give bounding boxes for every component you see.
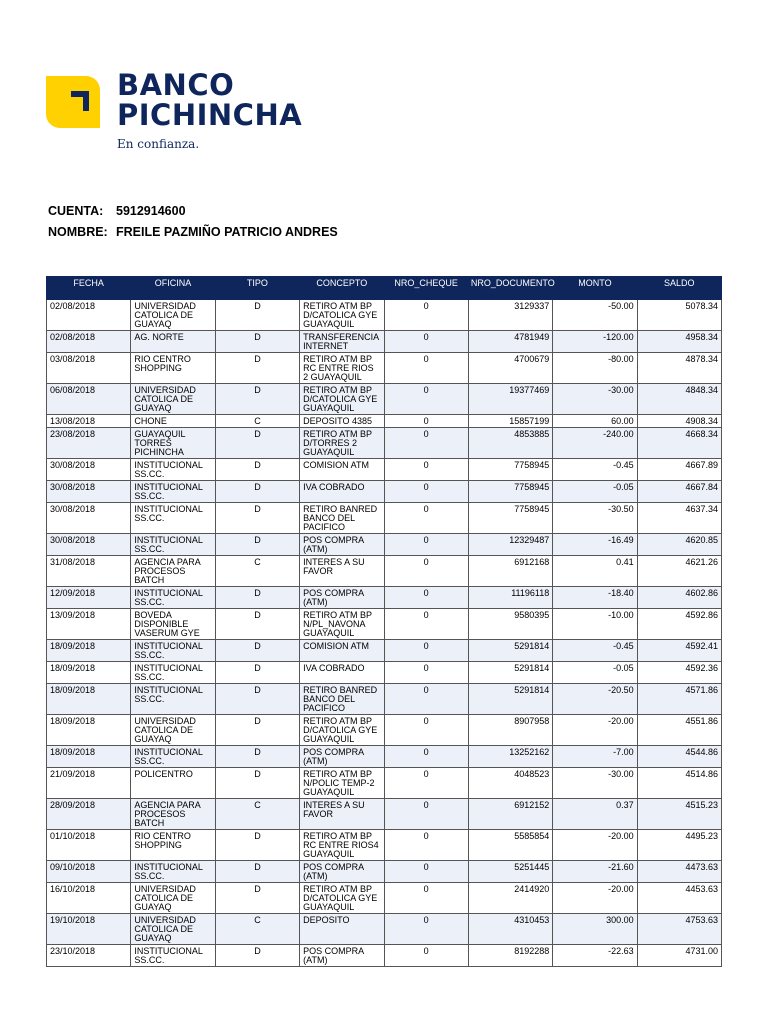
cell-concepto: RETIRO ATM BP D/CATOLICA GYE GUAYAQUIL bbox=[300, 883, 384, 914]
cell-nro-documento: 6912168 bbox=[468, 556, 552, 587]
cell-nro-documento: 5251445 bbox=[468, 861, 552, 883]
cell-nro-cheque: 0 bbox=[384, 640, 468, 662]
header-oficina: OFICINA bbox=[131, 277, 215, 300]
cell-oficina: BOVEDA DISPONIBLE VASERUM GYE bbox=[131, 609, 215, 640]
logo-arrow-stem-icon bbox=[83, 91, 89, 111]
cell-oficina: UNIVERSIDAD CATOLICA DE GUAYAQ bbox=[131, 300, 215, 331]
cell-saldo: 4667.89 bbox=[637, 459, 721, 481]
table-row bbox=[47, 384, 722, 415]
cell-tipo: D bbox=[215, 353, 299, 384]
cell-tipo: D bbox=[215, 300, 299, 331]
cell-saldo: 4515.23 bbox=[637, 799, 721, 830]
cell-nro-cheque: 0 bbox=[384, 662, 468, 684]
cell-tipo: D bbox=[215, 503, 299, 534]
cell-monto: -22.63 bbox=[553, 945, 637, 967]
cell-nro-documento: 4310453 bbox=[468, 914, 552, 945]
cell-nro-cheque: 0 bbox=[384, 300, 468, 331]
cell-oficina: AGENCIA PARA PROCESOS BATCH bbox=[131, 556, 215, 587]
cell-oficina: CHONE bbox=[131, 415, 215, 428]
cell-nro-cheque: 0 bbox=[384, 715, 468, 746]
table-row bbox=[47, 415, 722, 428]
cell-oficina: INSTITUCIONAL SS.CC. bbox=[131, 503, 215, 534]
cell-concepto: POS COMPRA (ATM) bbox=[300, 534, 384, 556]
cell-monto: -20.00 bbox=[553, 715, 637, 746]
cell-monto: -21.60 bbox=[553, 861, 637, 883]
cell-nro-documento: 8192288 bbox=[468, 945, 552, 967]
cell-oficina: INSTITUCIONAL SS.CC. bbox=[131, 640, 215, 662]
cell-saldo: 4473.63 bbox=[637, 861, 721, 883]
cell-tipo: D bbox=[215, 481, 299, 503]
cell-saldo: 4958.34 bbox=[637, 331, 721, 353]
cell-nro-documento: 3129337 bbox=[468, 300, 552, 331]
table-row bbox=[47, 768, 722, 799]
bank-logo bbox=[46, 70, 346, 160]
cell-concepto: IVA COBRADO bbox=[300, 481, 384, 503]
cell-nro-documento: 5291814 bbox=[468, 640, 552, 662]
cell-fecha: 18/09/2018 bbox=[47, 640, 131, 662]
cell-nro-cheque: 0 bbox=[384, 384, 468, 415]
cell-tipo: D bbox=[215, 609, 299, 640]
cell-nro-cheque: 0 bbox=[384, 556, 468, 587]
cell-nro-documento: 8907958 bbox=[468, 715, 552, 746]
cell-saldo: 4848.34 bbox=[637, 384, 721, 415]
cell-monto: -0.05 bbox=[553, 481, 637, 503]
table-row bbox=[47, 830, 722, 861]
cell-concepto: TRANSFERENCIA INTERNET bbox=[300, 331, 384, 353]
cell-tipo: D bbox=[215, 715, 299, 746]
table-row bbox=[47, 353, 722, 384]
cell-saldo: 4453.63 bbox=[637, 883, 721, 914]
cell-saldo: 4592.86 bbox=[637, 609, 721, 640]
cell-saldo: 4544.86 bbox=[637, 746, 721, 768]
cell-fecha: 30/08/2018 bbox=[47, 534, 131, 556]
cell-saldo: 4667.84 bbox=[637, 481, 721, 503]
cell-monto: -7.00 bbox=[553, 746, 637, 768]
table-row bbox=[47, 587, 722, 609]
cell-oficina: INSTITUCIONAL SS.CC. bbox=[131, 534, 215, 556]
cell-fecha: 23/10/2018 bbox=[47, 945, 131, 967]
cell-nro-documento: 11196118 bbox=[468, 587, 552, 609]
table-row bbox=[47, 883, 722, 914]
table-row bbox=[47, 715, 722, 746]
cell-oficina: INSTITUCIONAL SS.CC. bbox=[131, 587, 215, 609]
cell-saldo: 4753.63 bbox=[637, 914, 721, 945]
cell-saldo: 4571.86 bbox=[637, 684, 721, 715]
header-nro-cheque: NRO_CHEQUE bbox=[384, 277, 468, 300]
cell-fecha: 31/08/2018 bbox=[47, 556, 131, 587]
account-holder-label: NOMBRE: bbox=[48, 225, 108, 239]
cell-nro-documento: 12329487 bbox=[468, 534, 552, 556]
cell-oficina: INSTITUCIONAL SS.CC. bbox=[131, 459, 215, 481]
cell-fecha: 13/08/2018 bbox=[47, 415, 131, 428]
cell-fecha: 09/10/2018 bbox=[47, 861, 131, 883]
cell-monto: 0.41 bbox=[553, 556, 637, 587]
cell-nro-documento: 13252162 bbox=[468, 746, 552, 768]
cell-concepto: DEPOSITO bbox=[300, 914, 384, 945]
table-row bbox=[47, 534, 722, 556]
table-row bbox=[47, 640, 722, 662]
cell-nro-cheque: 0 bbox=[384, 830, 468, 861]
cell-tipo: C bbox=[215, 556, 299, 587]
table-row bbox=[47, 914, 722, 945]
cell-nro-documento: 7758945 bbox=[468, 481, 552, 503]
cell-fecha: 16/10/2018 bbox=[47, 883, 131, 914]
cell-fecha: 19/10/2018 bbox=[47, 914, 131, 945]
table-row bbox=[47, 556, 722, 587]
cell-fecha: 18/09/2018 bbox=[47, 746, 131, 768]
cell-fecha: 18/09/2018 bbox=[47, 684, 131, 715]
cell-monto: -50.00 bbox=[553, 300, 637, 331]
table-row bbox=[47, 861, 722, 883]
cell-saldo: 4602.86 bbox=[637, 587, 721, 609]
cell-monto: 60.00 bbox=[553, 415, 637, 428]
cell-monto: -0.45 bbox=[553, 459, 637, 481]
cell-monto: -16.49 bbox=[553, 534, 637, 556]
cell-fecha: 28/09/2018 bbox=[47, 799, 131, 830]
cell-nro-cheque: 0 bbox=[384, 609, 468, 640]
cell-tipo: D bbox=[215, 768, 299, 799]
cell-concepto: RETIRO ATM BP N/PL_NAVONA GUAYAQUIL bbox=[300, 609, 384, 640]
cell-nro-cheque: 0 bbox=[384, 481, 468, 503]
table-row bbox=[47, 300, 722, 331]
bank-tagline: En confianza. bbox=[117, 137, 200, 151]
cell-nro-cheque: 0 bbox=[384, 914, 468, 945]
header-fecha: FECHA bbox=[47, 277, 131, 300]
table-row bbox=[47, 331, 722, 353]
cell-nro-documento: 5585854 bbox=[468, 830, 552, 861]
cell-monto: -20.00 bbox=[553, 830, 637, 861]
cell-saldo: 4668.34 bbox=[637, 428, 721, 459]
cell-saldo: 4620.85 bbox=[637, 534, 721, 556]
bank-name-line1: BANCO bbox=[117, 68, 235, 102]
cell-nro-cheque: 0 bbox=[384, 768, 468, 799]
cell-oficina: RIO CENTRO SHOPPING bbox=[131, 353, 215, 384]
cell-tipo: D bbox=[215, 428, 299, 459]
cell-nro-cheque: 0 bbox=[384, 503, 468, 534]
cell-concepto: RETIRO ATM BP D/TORRES 2 GUAYAQUIL bbox=[300, 428, 384, 459]
cell-nro-documento: 6912152 bbox=[468, 799, 552, 830]
bank-name-line2: PICHINCHA bbox=[117, 98, 303, 132]
cell-oficina: POLICENTRO bbox=[131, 768, 215, 799]
cell-nro-cheque: 0 bbox=[384, 945, 468, 967]
logo-mark-icon bbox=[46, 76, 100, 128]
cell-oficina: GUAYAQUIL TORRES PICHINCHA bbox=[131, 428, 215, 459]
table-row bbox=[47, 428, 722, 459]
cell-concepto: RETIRO ATM BP N/POLIC TEMP-2 GUAYAQUIL bbox=[300, 768, 384, 799]
cell-concepto: RETIRO ATM BP RC ENTRE RIOS 2 GUAYAQUIL bbox=[300, 353, 384, 384]
cell-fecha: 18/09/2018 bbox=[47, 715, 131, 746]
bank-name bbox=[117, 70, 302, 130]
cell-nro-cheque: 0 bbox=[384, 883, 468, 914]
account-holder-row bbox=[48, 222, 338, 243]
cell-nro-cheque: 0 bbox=[384, 746, 468, 768]
cell-tipo: D bbox=[215, 662, 299, 684]
cell-tipo: C bbox=[215, 415, 299, 428]
cell-saldo: 4592.41 bbox=[637, 640, 721, 662]
cell-oficina: UNIVERSIDAD CATOLICA DE GUAYAQ bbox=[131, 914, 215, 945]
cell-nro-cheque: 0 bbox=[384, 428, 468, 459]
cell-oficina: AGENCIA PARA PROCESOS BATCH bbox=[131, 799, 215, 830]
cell-oficina: INSTITUCIONAL SS.CC. bbox=[131, 746, 215, 768]
transactions-body bbox=[47, 300, 722, 967]
cell-monto: -20.00 bbox=[553, 883, 637, 914]
cell-concepto: RETIRO ATM BP D/CATOLICA GYE GUAYAQUIL bbox=[300, 384, 384, 415]
cell-oficina: INSTITUCIONAL SS.CC. bbox=[131, 662, 215, 684]
cell-saldo: 4878.34 bbox=[637, 353, 721, 384]
cell-concepto: INTERES A SU FAVOR bbox=[300, 556, 384, 587]
cell-fecha: 21/09/2018 bbox=[47, 768, 131, 799]
cell-nro-documento: 19377469 bbox=[468, 384, 552, 415]
cell-monto: -30.50 bbox=[553, 503, 637, 534]
cell-fecha: 18/09/2018 bbox=[47, 662, 131, 684]
cell-fecha: 30/08/2018 bbox=[47, 459, 131, 481]
cell-saldo: 4637.34 bbox=[637, 503, 721, 534]
cell-saldo: 4551.86 bbox=[637, 715, 721, 746]
cell-saldo: 4592.36 bbox=[637, 662, 721, 684]
header-nro-documento: NRO_DOCUMENTO bbox=[468, 277, 552, 300]
cell-monto: -0.45 bbox=[553, 640, 637, 662]
cell-tipo: D bbox=[215, 861, 299, 883]
cell-saldo: 5078.34 bbox=[637, 300, 721, 331]
cell-fecha: 12/09/2018 bbox=[47, 587, 131, 609]
cell-concepto: POS COMPRA (ATM) bbox=[300, 861, 384, 883]
cell-concepto: DEPOSITO 4385 bbox=[300, 415, 384, 428]
table-header-row bbox=[47, 277, 722, 300]
cell-concepto: RETIRO ATM BP RC ENTRE RIOS4 GUAYAQUIL bbox=[300, 830, 384, 861]
cell-nro-cheque: 0 bbox=[384, 861, 468, 883]
cell-monto: -0.05 bbox=[553, 662, 637, 684]
header-saldo: SALDO bbox=[637, 277, 721, 300]
cell-nro-documento: 4781949 bbox=[468, 331, 552, 353]
cell-monto: 0.37 bbox=[553, 799, 637, 830]
table-row bbox=[47, 945, 722, 967]
cell-nro-documento: 15857199 bbox=[468, 415, 552, 428]
cell-monto: -18.40 bbox=[553, 587, 637, 609]
transactions-table bbox=[46, 276, 722, 967]
cell-tipo: C bbox=[215, 914, 299, 945]
cell-tipo: D bbox=[215, 587, 299, 609]
table-row bbox=[47, 609, 722, 640]
table-row bbox=[47, 459, 722, 481]
cell-concepto: RETIRO ATM BP D/CATOLICA GYE GUAYAQUIL bbox=[300, 715, 384, 746]
cell-tipo: D bbox=[215, 684, 299, 715]
cell-nro-cheque: 0 bbox=[384, 534, 468, 556]
cell-saldo: 4621.26 bbox=[637, 556, 721, 587]
cell-monto: -120.00 bbox=[553, 331, 637, 353]
cell-concepto: COMISION ATM bbox=[300, 640, 384, 662]
cell-nro-documento: 5291814 bbox=[468, 662, 552, 684]
cell-oficina: AG. NORTE bbox=[131, 331, 215, 353]
account-holder-value: FREILE PAZMIÑO PATRICIO ANDRES bbox=[116, 225, 338, 239]
header-concepto: CONCEPTO bbox=[300, 277, 384, 300]
cell-tipo: D bbox=[215, 640, 299, 662]
cell-monto: -30.00 bbox=[553, 384, 637, 415]
cell-saldo: 4514.86 bbox=[637, 768, 721, 799]
account-number-row bbox=[48, 201, 338, 222]
cell-monto: -30.00 bbox=[553, 768, 637, 799]
cell-monto: 300.00 bbox=[553, 914, 637, 945]
cell-nro-cheque: 0 bbox=[384, 684, 468, 715]
cell-fecha: 30/08/2018 bbox=[47, 503, 131, 534]
cell-oficina: UNIVERSIDAD CATOLICA DE GUAYAQ bbox=[131, 715, 215, 746]
cell-tipo: D bbox=[215, 459, 299, 481]
table-row bbox=[47, 481, 722, 503]
cell-monto: -240.00 bbox=[553, 428, 637, 459]
cell-fecha: 30/08/2018 bbox=[47, 481, 131, 503]
cell-concepto: RETIRO ATM BP D/CATOLICA GYE GUAYAQUIL bbox=[300, 300, 384, 331]
cell-fecha: 23/08/2018 bbox=[47, 428, 131, 459]
cell-saldo: 4908.34 bbox=[637, 415, 721, 428]
cell-fecha: 13/09/2018 bbox=[47, 609, 131, 640]
cell-oficina: INSTITUCIONAL SS.CC. bbox=[131, 684, 215, 715]
cell-oficina: UNIVERSIDAD CATOLICA DE GUAYAQ bbox=[131, 384, 215, 415]
cell-concepto: RETIRO BANRED BANCO DEL PACIFICO bbox=[300, 684, 384, 715]
cell-fecha: 02/08/2018 bbox=[47, 300, 131, 331]
cell-concepto: POS COMPRA (ATM) bbox=[300, 587, 384, 609]
table-row bbox=[47, 503, 722, 534]
cell-tipo: D bbox=[215, 384, 299, 415]
cell-oficina: RIO CENTRO SHOPPING bbox=[131, 830, 215, 861]
cell-oficina: INSTITUCIONAL SS.CC. bbox=[131, 945, 215, 967]
cell-tipo: C bbox=[215, 799, 299, 830]
cell-tipo: D bbox=[215, 830, 299, 861]
cell-fecha: 06/08/2018 bbox=[47, 384, 131, 415]
cell-nro-cheque: 0 bbox=[384, 799, 468, 830]
cell-tipo: D bbox=[215, 883, 299, 914]
table-row bbox=[47, 746, 722, 768]
table-row bbox=[47, 662, 722, 684]
cell-nro-cheque: 0 bbox=[384, 331, 468, 353]
account-info bbox=[48, 201, 338, 243]
header-tipo: TIPO bbox=[215, 277, 299, 300]
cell-concepto: RETIRO BANRED BANCO DEL PACIFICO bbox=[300, 503, 384, 534]
cell-concepto: POS COMPRA (ATM) bbox=[300, 945, 384, 967]
cell-oficina: UNIVERSIDAD CATOLICA DE GUAYAQ bbox=[131, 883, 215, 914]
cell-tipo: D bbox=[215, 331, 299, 353]
table-row bbox=[47, 684, 722, 715]
cell-monto: -20.50 bbox=[553, 684, 637, 715]
cell-monto: -80.00 bbox=[553, 353, 637, 384]
cell-nro-documento: 9580395 bbox=[468, 609, 552, 640]
cell-fecha: 01/10/2018 bbox=[47, 830, 131, 861]
cell-nro-cheque: 0 bbox=[384, 459, 468, 481]
cell-nro-cheque: 0 bbox=[384, 415, 468, 428]
cell-saldo: 4731.00 bbox=[637, 945, 721, 967]
cell-tipo: D bbox=[215, 945, 299, 967]
cell-nro-documento: 2414920 bbox=[468, 883, 552, 914]
cell-concepto: INTERES A SU FAVOR bbox=[300, 799, 384, 830]
cell-tipo: D bbox=[215, 746, 299, 768]
cell-oficina: INSTITUCIONAL SS.CC. bbox=[131, 481, 215, 503]
account-number-label: CUENTA: bbox=[48, 204, 104, 218]
cell-nro-documento: 4048523 bbox=[468, 768, 552, 799]
table-row bbox=[47, 799, 722, 830]
cell-nro-documento: 7758945 bbox=[468, 503, 552, 534]
cell-concepto: COMISION ATM bbox=[300, 459, 384, 481]
cell-nro-documento: 5291814 bbox=[468, 684, 552, 715]
cell-nro-documento: 7758945 bbox=[468, 459, 552, 481]
cell-fecha: 03/08/2018 bbox=[47, 353, 131, 384]
cell-saldo: 4495.23 bbox=[637, 830, 721, 861]
cell-concepto: IVA COBRADO bbox=[300, 662, 384, 684]
header-monto: MONTO bbox=[553, 277, 637, 300]
cell-nro-documento: 4700679 bbox=[468, 353, 552, 384]
cell-oficina: INSTITUCIONAL SS.CC. bbox=[131, 861, 215, 883]
cell-monto: -10.00 bbox=[553, 609, 637, 640]
account-number-value: 5912914600 bbox=[116, 204, 186, 218]
cell-nro-cheque: 0 bbox=[384, 587, 468, 609]
cell-concepto: POS COMPRA (ATM) bbox=[300, 746, 384, 768]
cell-nro-cheque: 0 bbox=[384, 353, 468, 384]
cell-fecha: 02/08/2018 bbox=[47, 331, 131, 353]
cell-tipo: D bbox=[215, 534, 299, 556]
cell-nro-documento: 4853885 bbox=[468, 428, 552, 459]
